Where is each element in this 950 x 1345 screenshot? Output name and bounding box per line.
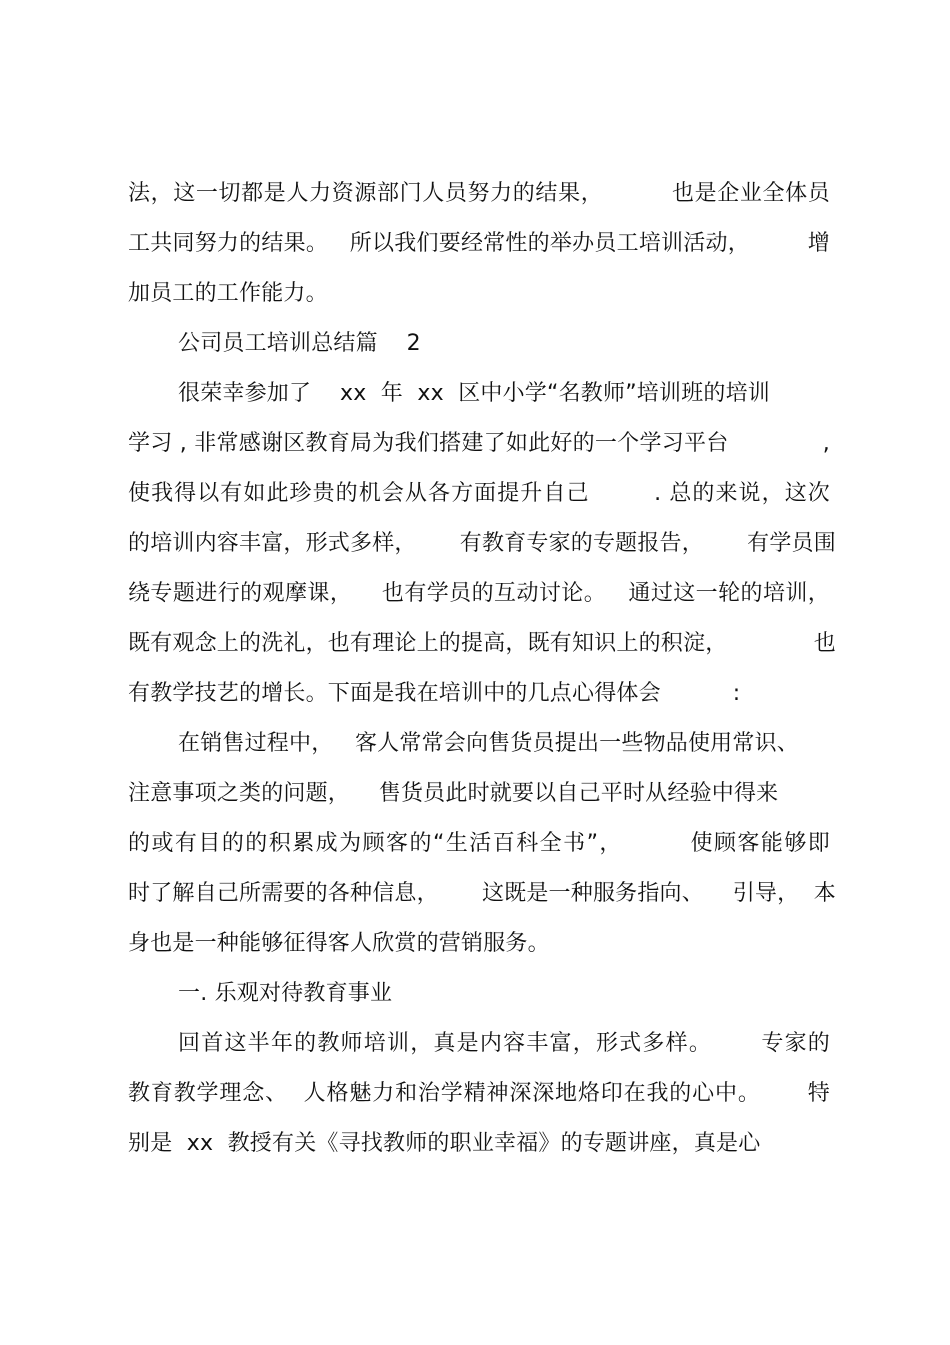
subheading-optimism: 一. 乐观对待教育事业 <box>178 981 393 1006</box>
text-line-12: 在销售过程中， 客人常常会向售货员提出一些物品使用常识、 <box>178 731 799 756</box>
text-line-14: 的或有目的的积累成为顾客的“生活百科全书”， 使顾客能够即 <box>128 831 830 856</box>
text-line-11: 有教学技艺的增长。下面是我在培训中的几点心得体会 : <box>128 681 741 706</box>
text-line-5: 很荣幸参加了 xx 年 xx 区中小学“名教师”培训班的培训 <box>178 381 771 406</box>
text-line-9: 绕专题进行的观摩课， 也有学员的互动讨论。 通过这一轮的培训， <box>128 581 830 606</box>
text-line-6: 学习 , 非常感谢区教育局为我们搭建了如此好的一个学习平台 , <box>128 431 830 456</box>
text-line-13: 注意事项之类的问题， 售货员此时就要以自己平时从经验中得来 <box>128 781 779 806</box>
text-line-15: 时了解自己所需要的各种信息， 这既是一种服务指向、 引导， 本 <box>128 881 836 906</box>
text-line-3: 加员工的工作能力。 <box>128 281 328 306</box>
text-line-16: 身也是一种能够征得客人欣赏的营销服务。 <box>128 931 550 956</box>
text-line-2: 工共同努力的结果。 所以我们要经常性的举办员工培训活动， 增 <box>128 231 830 256</box>
text-line-8: 的培训内容丰富，形式多样， 有教育专家的专题报告， 有学员围 <box>128 531 836 556</box>
text-line-7: 使我得以有如此珍贵的机会从各方面提升自己 . 总的来说，这次 <box>128 481 830 506</box>
text-line-10: 既有观念上的洗礼，也有理论上的提高，既有知识上的积淀， 也 <box>128 631 836 656</box>
text-line-19: 教育教学理念、 人格魅力和治学精神深深地烙印在我的心中。 特 <box>128 1081 830 1106</box>
text-line-18: 回首这半年的教师培训，真是内容丰富，形式多样。 专家的 <box>178 1031 830 1056</box>
text-line-1: 法，这一切都是人力资源部门人员努力的结果， 也是企业全体员 <box>128 181 830 206</box>
text-line-20: 别是 xx 教授有关《寻找教师的职业幸福》的专题讲座，真是心 <box>128 1131 761 1156</box>
section-heading: 公司员工培训总结篇 2 <box>178 331 421 356</box>
